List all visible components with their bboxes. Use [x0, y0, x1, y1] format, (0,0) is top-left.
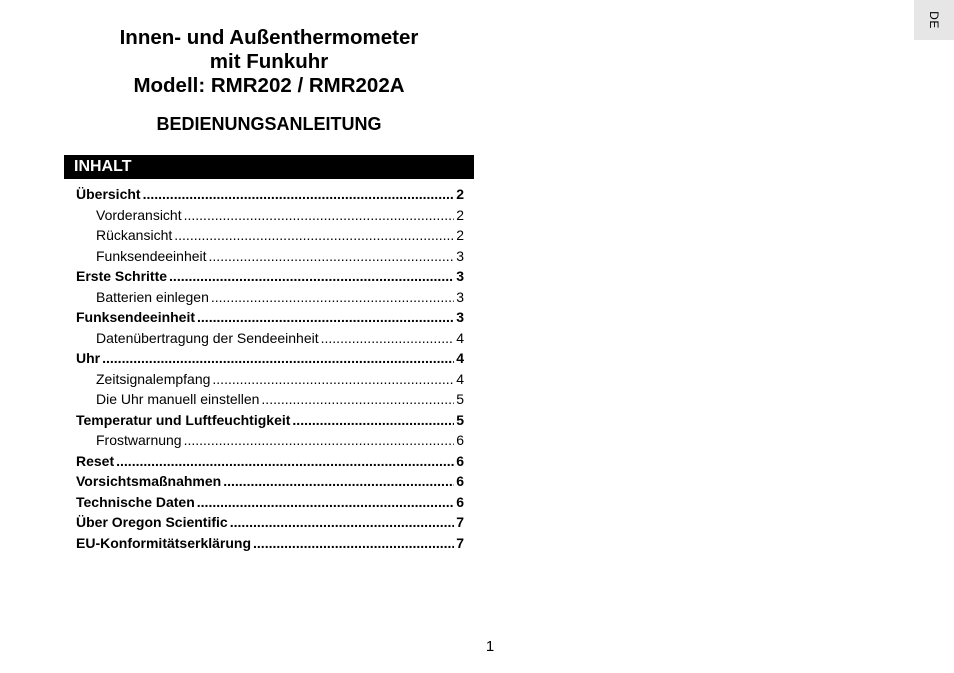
toc-entry-page: 2 [456, 186, 464, 202]
toc-entry[interactable] [76, 430, 464, 451]
toc-entry-label: Reset [76, 452, 115, 469]
toc-dot-leader [253, 533, 454, 554]
toc-dot-leader [212, 369, 454, 390]
toc-entry-page: 6 [456, 493, 464, 510]
toc-entry-page: 6 [456, 432, 464, 448]
toc-dot-leader [116, 451, 454, 472]
toc-entry[interactable] [76, 266, 464, 287]
toc-entry-page: 3 [456, 309, 464, 325]
toc-entry-label: EU-Konformitätserklärung [76, 534, 252, 551]
toc-entry-page: 3 [456, 247, 464, 264]
toc-entry[interactable] [76, 471, 464, 492]
toc-dot-leader [169, 266, 454, 287]
toc-entry[interactable] [76, 369, 464, 390]
toc-entry-label: Vorsichtsmaßnahmen [76, 473, 222, 489]
toc-dot-leader [292, 410, 454, 431]
title-line-1: Innen- und Außenthermometer [119, 26, 419, 49]
toc-dot-leader [197, 307, 454, 328]
toc-entry[interactable] [76, 307, 464, 328]
toc-dot-leader [209, 246, 454, 267]
toc-entry-label: Erste Schritte [76, 268, 168, 284]
toc-entry-label: Batterien einlegen [96, 288, 209, 305]
toc-entry-label: Funksendeeinheit [96, 247, 207, 264]
toc-dot-leader [143, 184, 454, 205]
toc-entry[interactable] [76, 389, 464, 410]
language-tab [914, 0, 954, 40]
toc-entry-label: Datenübertragung der Sendeeinheit [96, 329, 319, 346]
toc-entry-page: 4 [456, 350, 464, 366]
toc-entry-label: Rückansicht [96, 227, 173, 243]
toc-dot-leader [184, 205, 454, 226]
toc-dot-leader [184, 430, 454, 451]
toc-entry-page: 4 [456, 329, 464, 346]
toc-entry-page: 6 [456, 473, 464, 489]
toc-entry-page: 5 [456, 391, 464, 407]
toc-dot-leader [197, 492, 454, 513]
toc-entry-page: 2 [456, 227, 464, 243]
table-of-contents [76, 184, 464, 553]
toc-entry-label: Vorderansicht [96, 206, 182, 223]
toc-dot-leader [211, 287, 454, 308]
toc-dot-leader [230, 512, 454, 533]
toc-entry[interactable] [76, 184, 464, 205]
toc-entry-page: 5 [456, 411, 464, 428]
toc-entry-page: 2 [456, 206, 464, 223]
toc-heading: INHALT [64, 155, 474, 179]
toc-dot-leader [223, 471, 454, 492]
toc-entry[interactable] [76, 492, 464, 513]
toc-entry-page: 3 [456, 288, 464, 305]
toc-entry-page: 4 [456, 370, 464, 387]
toc-entry-page: 7 [456, 534, 464, 551]
document-subtitle: BEDIENUNGSANLEITUNG [156, 114, 382, 134]
toc-entry[interactable] [76, 512, 464, 533]
toc-dot-leader [261, 389, 454, 410]
toc-entry-label: Technische Daten [76, 493, 195, 510]
toc-entry[interactable] [76, 533, 464, 554]
toc-entry[interactable] [76, 225, 464, 246]
toc-entry[interactable] [76, 246, 464, 267]
title-line-2: mit Funkuhr [209, 50, 329, 73]
toc-dot-leader [174, 225, 454, 246]
toc-entry-page: 6 [456, 452, 464, 469]
toc-entry[interactable] [76, 451, 464, 472]
toc-entry-label: Übersicht [76, 186, 141, 202]
title-line-3: Modell: RMR202 / RMR202A [133, 74, 405, 97]
toc-entry-page: 3 [456, 268, 464, 284]
toc-entry-label: Frostwarnung [96, 432, 182, 448]
toc-entry[interactable] [76, 328, 464, 349]
toc-entry-label: Über Oregon Scientific [76, 514, 228, 530]
toc-entry-label: Die Uhr manuell einstellen [96, 391, 260, 407]
toc-entry[interactable] [76, 348, 464, 369]
toc-entry-label: Temperatur und Luftfeuchtigkeit [76, 411, 291, 428]
toc-dot-leader [321, 328, 454, 349]
toc-dot-leader [102, 348, 454, 369]
toc-entry[interactable] [76, 287, 464, 308]
toc-entry-label: Zeitsignalempfang [96, 370, 211, 387]
toc-entry-label: Uhr [76, 350, 101, 366]
page-number: 1 [485, 638, 495, 655]
toc-entry[interactable] [76, 205, 464, 226]
toc-entry-page: 7 [456, 514, 464, 530]
toc-entry-label: Funksendeeinheit [76, 309, 196, 325]
document-title [64, 26, 474, 98]
language-tab-label: DE [926, 11, 941, 29]
toc-entry[interactable] [76, 410, 464, 431]
